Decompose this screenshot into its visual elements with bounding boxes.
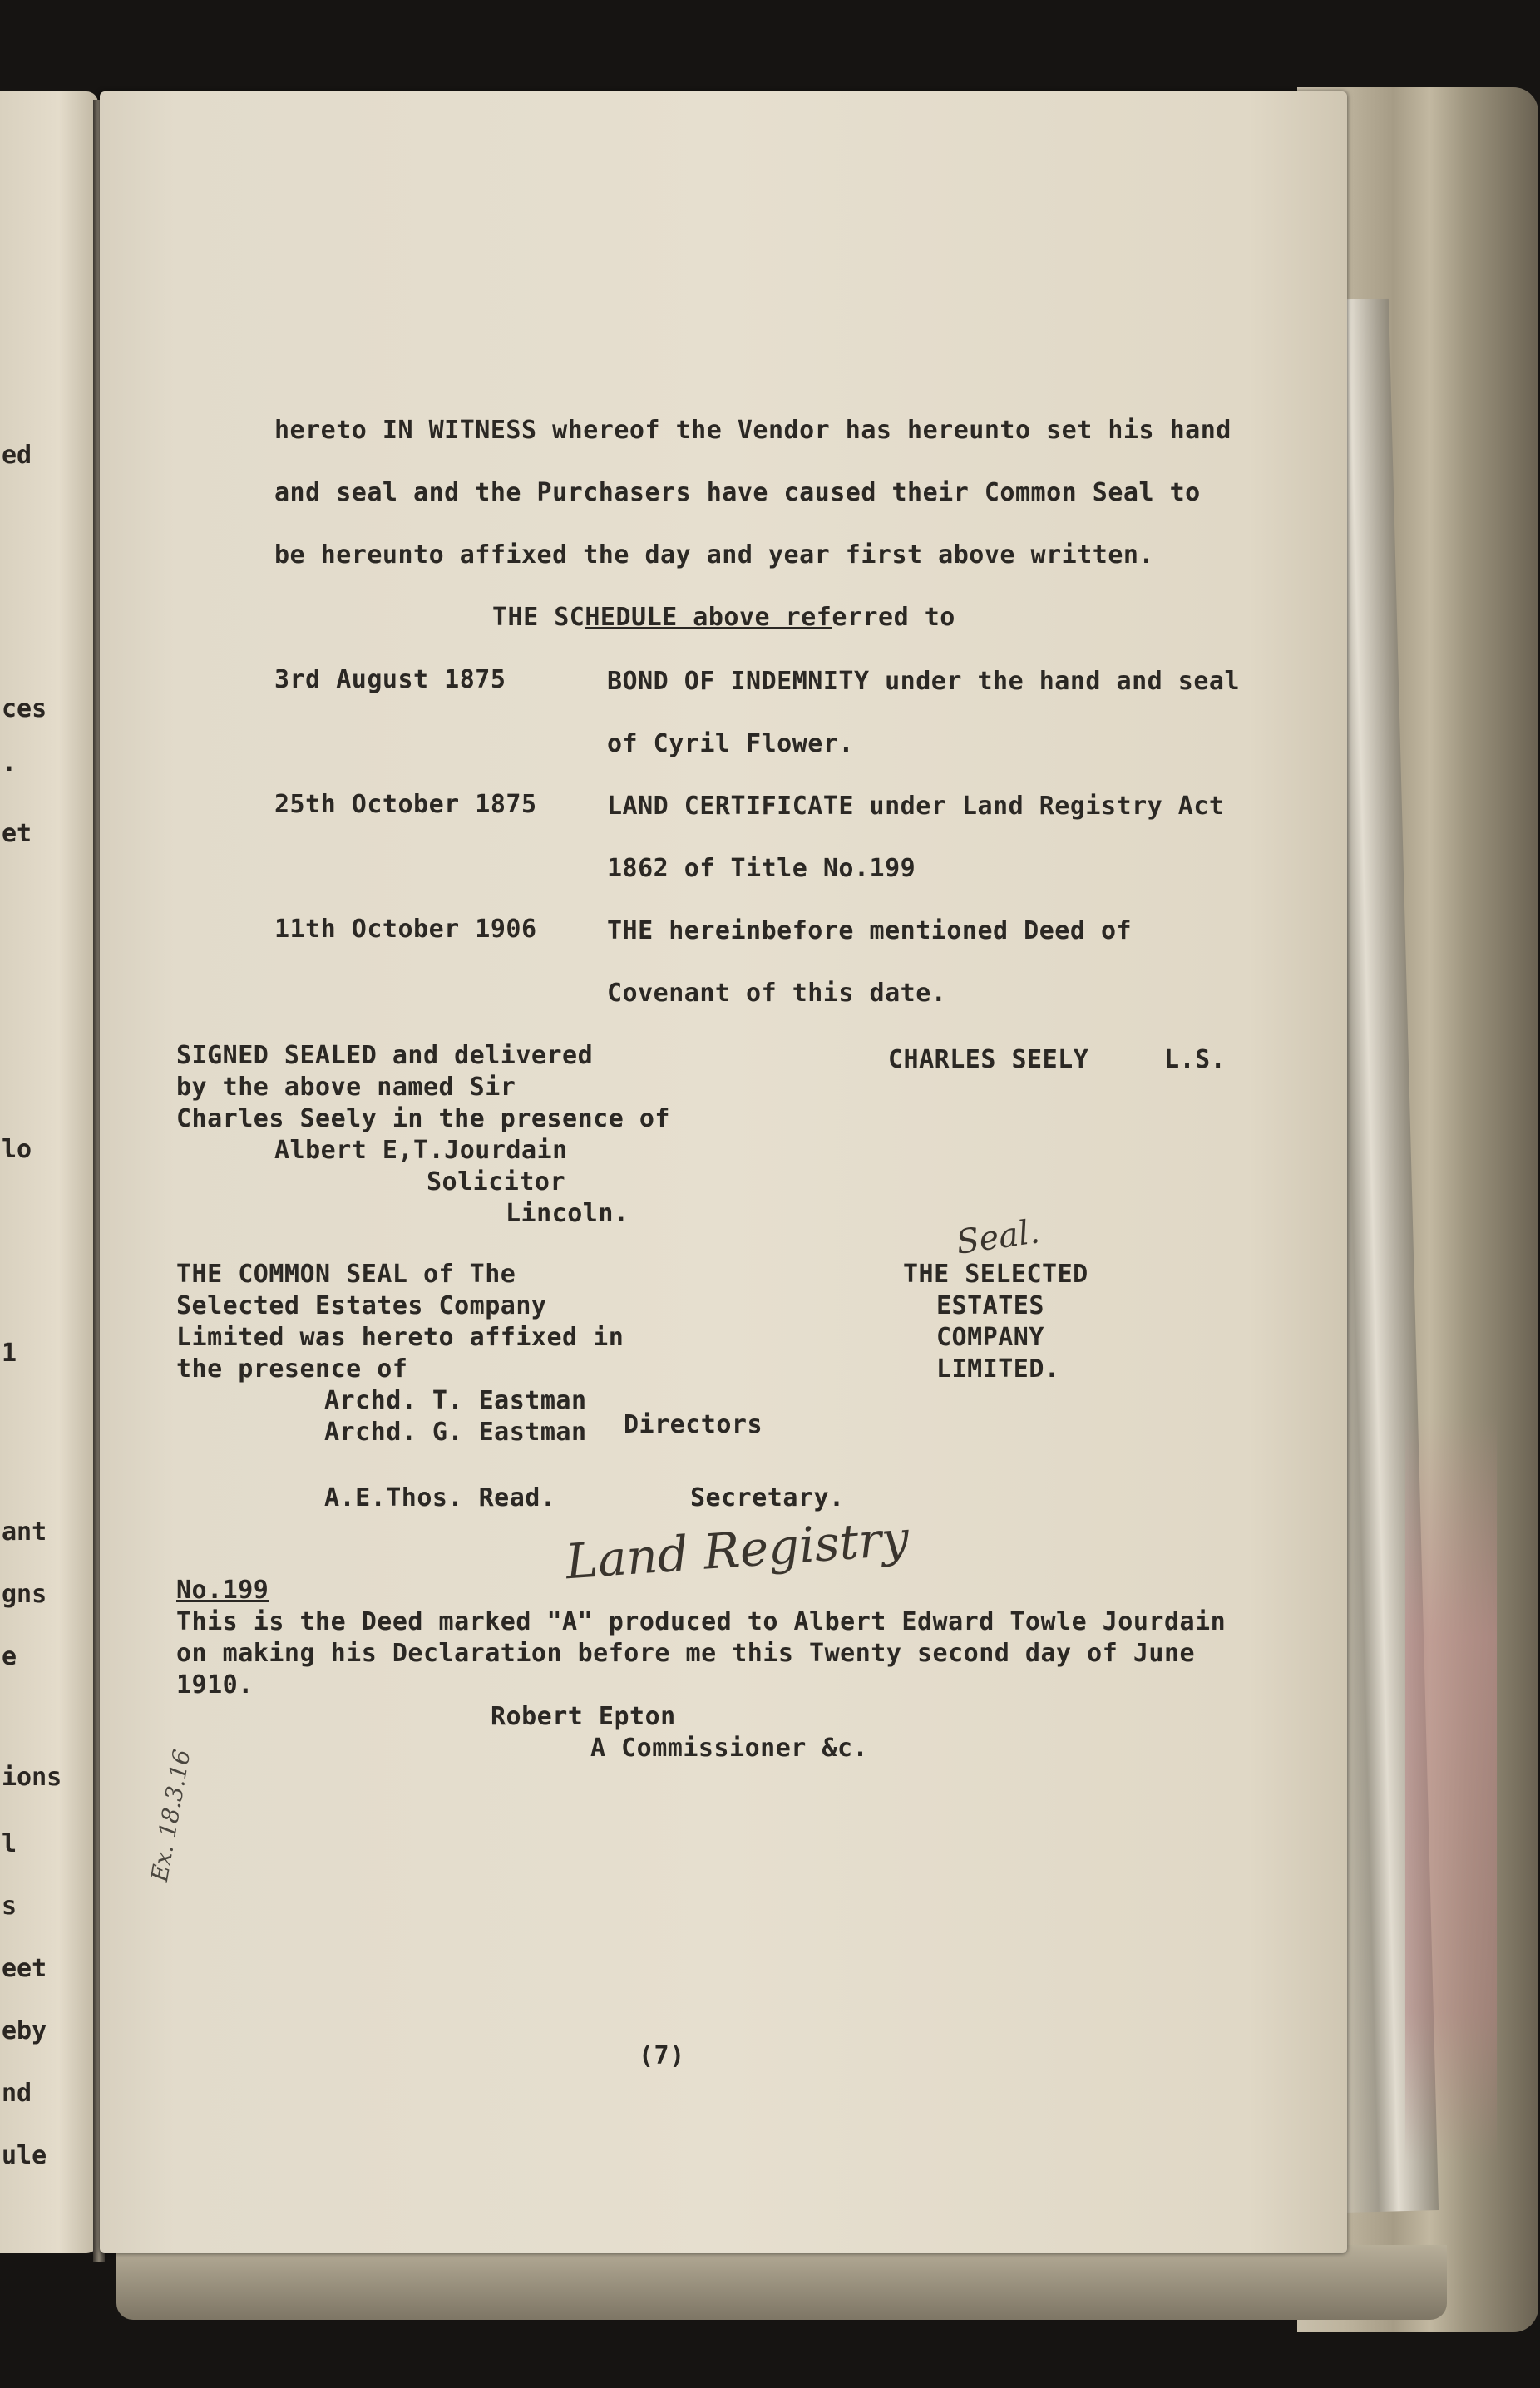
common-seal-clause: THE COMMON SEAL of The bbox=[176, 1260, 516, 1289]
left-page-fragment: nd bbox=[2, 2079, 32, 2108]
company-seal-text: LIMITED. bbox=[936, 1354, 1060, 1384]
schedule-description: of Cyril Flower. bbox=[607, 729, 854, 758]
signed-clause: by the above named Sir bbox=[176, 1073, 516, 1102]
common-seal-clause: Selected Estates Company bbox=[176, 1291, 547, 1320]
witness-line: be hereunto affixed the day and year first above written. bbox=[274, 540, 1155, 570]
left-page-fragment: l bbox=[2, 1829, 17, 1858]
witness-line: and seal and the Purchasers have caused their Common Seal to bbox=[274, 478, 1201, 507]
declaration-line: 1910. bbox=[176, 1670, 254, 1700]
schedule-heading bbox=[492, 603, 955, 632]
left-page-fragment: s bbox=[2, 1892, 17, 1921]
common-seal-clause: the presence of bbox=[176, 1354, 408, 1384]
commissioner-name: Robert Epton bbox=[491, 1702, 676, 1731]
schedule-heading-post: erred to bbox=[832, 603, 955, 632]
signed-clause: SIGNED SEALED and delivered bbox=[176, 1041, 594, 1070]
left-page-fragment: ule bbox=[2, 2141, 47, 2170]
schedule-heading-pre: THE SC bbox=[492, 603, 585, 632]
signatory-name: CHARLES SEELY bbox=[888, 1045, 1089, 1074]
director-name: Archd. T. Eastman bbox=[324, 1386, 587, 1415]
secretary-label: Secretary. bbox=[690, 1483, 845, 1512]
schedule-description: THE hereinbefore mentioned Deed of bbox=[607, 916, 1133, 945]
schedule-description: Covenant of this date. bbox=[607, 979, 947, 1008]
left-page-fragment: eby bbox=[2, 2016, 47, 2045]
left-page-fragment: e bbox=[2, 1642, 17, 1671]
land-registry-annotation: Land Registry bbox=[564, 1509, 911, 1591]
left-page-fragment: eet bbox=[2, 1954, 47, 1983]
secretary-name: A.E.Thos. Read. bbox=[324, 1483, 556, 1512]
margin-annotation: Ex. 18.3.16 bbox=[146, 1747, 196, 1884]
witness-line: hereto IN WITNESS whereof the Vendor has hereunto set his hand bbox=[274, 416, 1232, 445]
common-seal-clause: Limited was hereto affixed in bbox=[176, 1323, 624, 1352]
signed-clause: Charles Seely in the presence of bbox=[176, 1104, 670, 1133]
left-page bbox=[0, 91, 98, 2253]
left-page-fragment: ces bbox=[2, 694, 47, 723]
left-page-fragment: . bbox=[2, 748, 17, 777]
witness-name: Albert E,T.Jourdain bbox=[274, 1136, 568, 1165]
seal-annotation: Seal. bbox=[954, 1212, 1043, 1262]
declaration-number: No.199 bbox=[176, 1576, 269, 1605]
director-name: Archd. G. Eastman bbox=[324, 1418, 587, 1447]
witness-place: Lincoln. bbox=[506, 1199, 629, 1228]
left-page-fragment: ant bbox=[2, 1517, 47, 1547]
company-seal-text: ESTATES bbox=[936, 1291, 1044, 1320]
left-page-fragment: ed bbox=[2, 441, 32, 470]
schedule-date: 11th October 1906 bbox=[274, 915, 537, 944]
company-seal-text: COMPANY bbox=[936, 1323, 1044, 1352]
company-seal-text: THE SELECTED bbox=[903, 1260, 1088, 1289]
left-page-fragment: ions bbox=[2, 1763, 62, 1792]
pink-tape bbox=[1405, 1414, 1497, 2162]
schedule-date: 25th October 1875 bbox=[274, 790, 537, 819]
witness-role: Solicitor bbox=[427, 1167, 566, 1196]
page-number: (7) bbox=[639, 2041, 685, 2070]
declaration-line: on making his Declaration before me this Twenty second day of June bbox=[176, 1639, 1196, 1668]
left-page-fragment: gns bbox=[2, 1580, 47, 1609]
declaration-line: This is the Deed marked "A" produced to Albert Edward Towle Jourdain bbox=[176, 1607, 1227, 1636]
page-bottom-edge bbox=[116, 2245, 1447, 2320]
document-page bbox=[100, 91, 1347, 2253]
left-page-fragment: 1 bbox=[2, 1339, 17, 1368]
commissioner-title: A Commissioner &c. bbox=[590, 1734, 869, 1763]
schedule-description: 1862 of Title No.199 bbox=[607, 854, 916, 883]
left-page-fragment: et bbox=[2, 819, 32, 848]
seal-ls: L.S. bbox=[1164, 1045, 1227, 1074]
schedule-description: LAND CERTIFICATE under Land Registry Act bbox=[607, 792, 1225, 821]
schedule-heading-underlined: HEDULE above ref bbox=[585, 603, 832, 632]
directors-label: Directors bbox=[624, 1410, 763, 1439]
left-page-fragment: lo bbox=[2, 1135, 32, 1164]
schedule-date: 3rd August 1875 bbox=[274, 665, 506, 694]
schedule-description: BOND OF INDEMNITY under the hand and seal bbox=[607, 667, 1241, 696]
